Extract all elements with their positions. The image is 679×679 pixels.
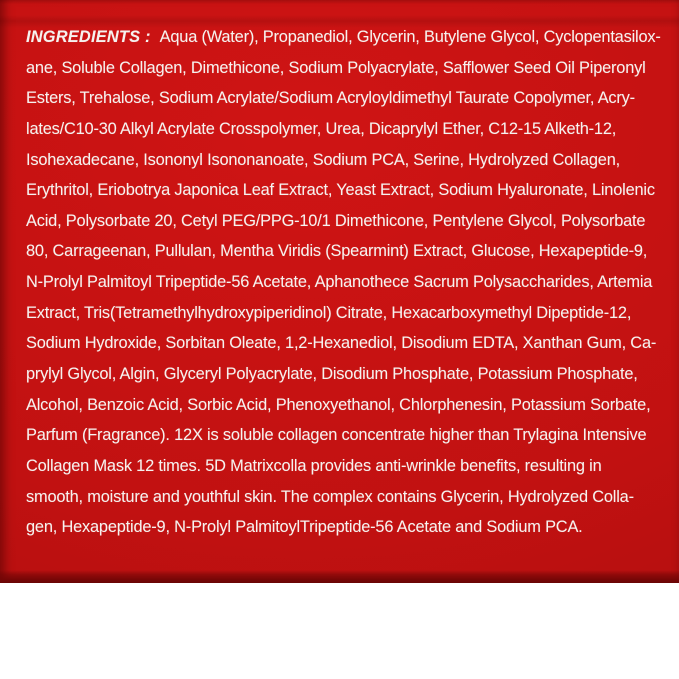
ingredients-line: prylyl Glycol, Algin, Glyceryl Polyacrylate, Disodium Phosphate, Potassium Phosphate, xyxy=(26,365,638,384)
ingredients-line: N-Prolyl Palmitoyl Tripeptide-56 Acetate, Aphanothece Sacrum Polysaccharides, Artemia xyxy=(26,273,653,292)
bottom-white-strip xyxy=(0,583,679,679)
ingredients-line: Alcohol, Benzoic Acid, Sorbic Acid, Phenoxyethanol, Chlorphenesin, Potassium Sorbate, xyxy=(26,395,651,414)
ingredients-line: Erythritol, Eriobotrya Japonica Leaf Extract, Yeast Extract, Sodium Hyaluronate, Linolenic xyxy=(26,181,655,200)
ingredients-line: Extract, Tris(Tetramethylhydroxypiperidinol) Citrate, Hexacarboxymethyl Dipeptide-12, xyxy=(26,303,632,322)
ingredients-line: Sodium Hydroxide, Sorbitan Oleate, 1,2-Hexanediol, Disodium EDTA, Xanthan Gum, Ca- xyxy=(26,334,657,353)
ingredients-line: smooth, moisture and youthful skin. The complex contains Glycerin, Hydrolyzed Colla- xyxy=(26,487,634,506)
ingredients-line: 80, Carrageenan, Pullulan, Mentha Viridis (Spearmint) Extract, Glucose, Hexapeptide-9, xyxy=(26,242,648,261)
ingredients-line: Collagen Mask 12 times. 5D Matrixcolla provides anti-wrinkle benefits, resulting in xyxy=(26,456,602,475)
ingredients-line: gen, Hexapeptide-9, N-Prolyl PalmitoylTripeptide-56 Acetate and Sodium PCA. xyxy=(26,518,583,537)
ingredients-first-line-text: Aqua (Water), Propanediol, Glycerin, Butylene Glycol, Cyclopentasilox- xyxy=(159,28,661,46)
ingredients-line: Isohexadecane, Isononyl Isononanoate, Sodium PCA, Serine, Hydrolyzed Collagen, xyxy=(26,150,620,169)
ingredients-lines xyxy=(26,53,666,543)
ingredients-line: Esters, Trehalose, Sodium Acrylate/Sodium Acryloyldimethyl Taurate Copolymer, Acry- xyxy=(26,89,635,108)
ingredients-line: Parfum (Fragrance). 12X is soluble collagen concentrate higher than Trylagina Intensive xyxy=(26,426,647,445)
ingredients-heading: INGREDIENTS : xyxy=(26,28,151,46)
ingredients-first-line xyxy=(26,22,666,53)
ingredients-text-block xyxy=(26,22,666,543)
panel-bottom-edge xyxy=(0,570,679,583)
ingredients-line: ane, Soluble Collagen, Dimethicone, Sodium Polyacrylate, Safflower Seed Oil Piperonyl xyxy=(26,58,646,77)
ingredients-line: lates/C10-30 Alkyl Acrylate Crosspolymer, Urea, Dicaprylyl Ether, C12-15 Alketh-12, xyxy=(26,119,617,138)
ingredients-line: Acid, Polysorbate 20, Cetyl PEG/PPG-10/1 Dimethicone, Pentylene Glycol, Polysorbate xyxy=(26,211,646,230)
